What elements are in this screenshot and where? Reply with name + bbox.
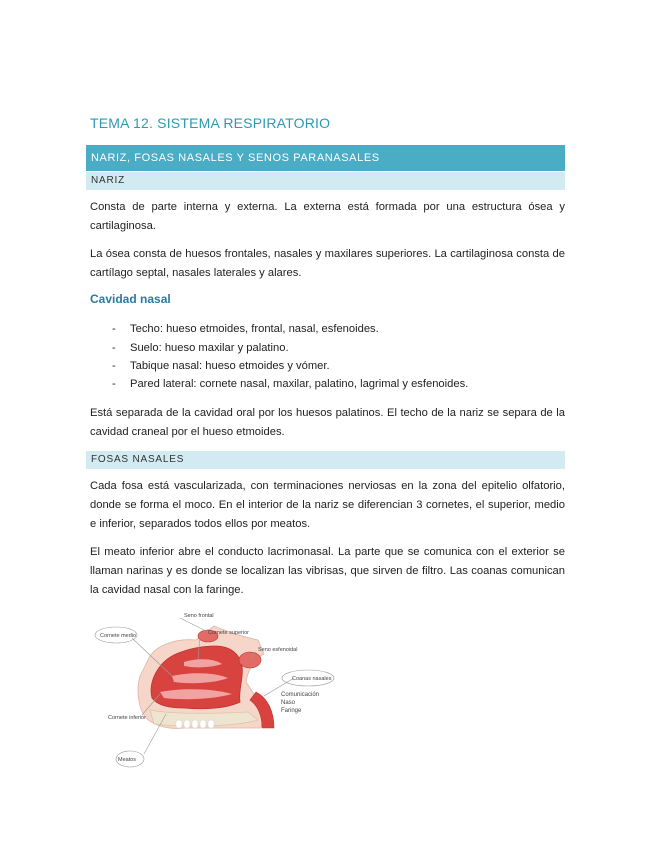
label-cornete-medio: Cornete medio — [100, 633, 137, 639]
paragraph-nariz-2: La ósea consta de huesos frontales, nasales y maxilares superiores. La cartilaginosa consta de cartílago septal, nasales laterales y alares. — [90, 248, 565, 279]
label-cornete-superior: Cornete superior — [208, 630, 249, 636]
list-item — [0, 339, 655, 357]
section-header: NARIZ, FOSAS NASALES Y SENOS PARANASALES — [86, 145, 565, 171]
list-dash: - — [112, 360, 116, 372]
label-meatos: Meatos — [118, 757, 137, 763]
list-item — [0, 320, 655, 338]
paragraph-fosas-1: Cada fosa está vascularizada, con terminaciones nerviosas en la zona del epitelio olfatorio, donde se forma el moco. En el interior de la nariz se diferencian 3 cornetes, el superior, medio e inferior, separados todos ellos por meatos. — [90, 480, 565, 530]
label-seno-esfenoidal: Seno esfenoidal — [258, 647, 298, 653]
list-item-text: Suelo: hueso maxilar y palatino. — [130, 342, 289, 354]
paragraph-nariz-1: Consta de parte interna y externa. La externa está formada por una estructura ósea y cartilaginosa. — [90, 201, 565, 232]
list-dash: - — [112, 323, 116, 335]
list-dash: - — [112, 342, 116, 354]
list-item-text: Techo: hueso etmoides, frontal, nasal, esfenoides. — [130, 323, 379, 335]
paragraph-fosas-2: El meato inferior abre el conducto lacrimonasal. La parte que se comunica con el exterior se llaman narinas y es donde se localizan las vibrisas, que sirven de filtro. Las coanas comunican la cavidad nasal con la faringe. — [90, 546, 565, 596]
sphenoid-sinus-shape — [239, 652, 261, 668]
label-seno-frontal: Seno frontal — [184, 613, 214, 619]
subsection-header-fosas: FOSAS NASALES — [86, 451, 565, 469]
list-item-text: Tabique nasal: hueso etmoides y vómer. — [130, 360, 330, 372]
label-cornete-inferior: Cornete inferior — [108, 715, 146, 721]
subsection-header-nariz: NARIZ — [86, 172, 565, 190]
label-naso: Naso — [281, 700, 296, 706]
page-title: TEMA 12. SISTEMA RESPIRATORIO — [90, 115, 331, 131]
label-comunicacion: Comunicación — [281, 692, 320, 698]
list-dash: - — [112, 378, 116, 390]
heading-cavidad-nasal: Cavidad nasal — [90, 292, 171, 306]
nasal-cavity-diagram — [88, 602, 358, 774]
label-coanas-nasales: Coanas nasales — [292, 676, 332, 682]
list-item — [0, 375, 655, 393]
list-item-text: Pared lateral: cornete nasal, maxilar, palatino, lagrimal y esfenoides. — [130, 378, 469, 390]
label-faringe: Faringe — [281, 708, 302, 714]
list-item — [0, 357, 655, 375]
teeth-row — [176, 720, 214, 728]
paragraph-cavidad-separacion: Está separada de la cavidad oral por los huesos palatinos. El techo de la nariz se separa de la cavidad craneal por el hueso etmoides. — [90, 407, 565, 438]
